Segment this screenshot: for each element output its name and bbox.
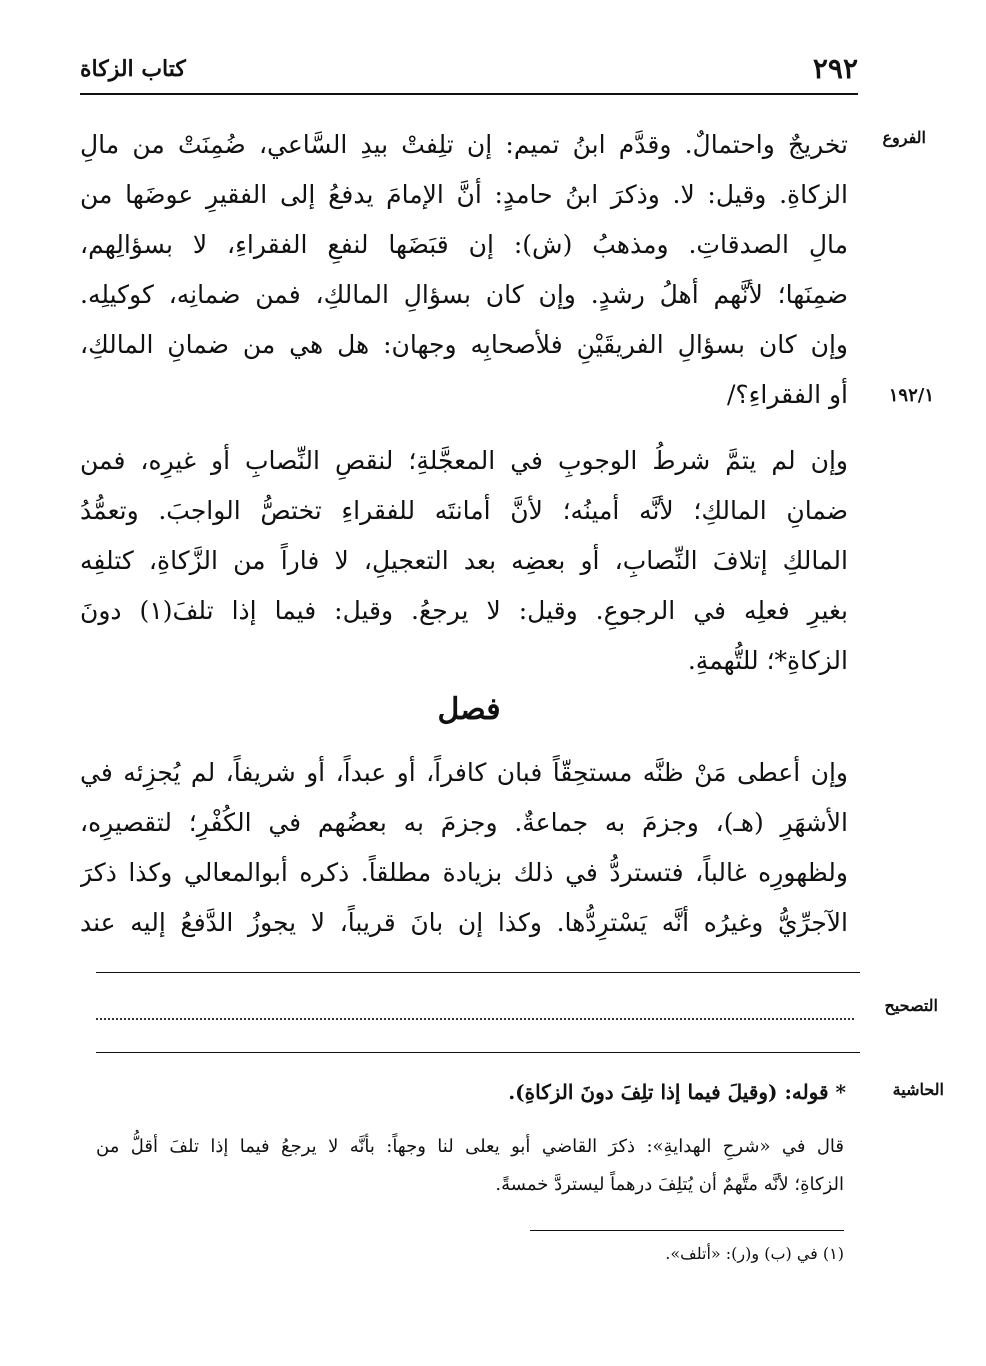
margin-label-tashih: التصحيح <box>884 996 938 1015</box>
text-line: الزكاةِ*؛ للتُّهمةِ. <box>687 646 848 675</box>
text-line: أو الفقراءِ؟/ <box>726 380 848 409</box>
hashiya-text <box>96 1128 844 1204</box>
text-line: تخريجٌ واحتمالٌ. وقدَّم ابنُ تميم: إن تلِفتْ بيدِ السَّاعي، ضُمِنَتْ من مالِ <box>80 130 848 159</box>
paragraph-furu-2 <box>80 436 848 686</box>
text-line: وإن كان بسؤالِ الفريقَيْنِ فلأصحابِه وجهان: هل هي من ضمانِ المالكِ، <box>80 330 848 359</box>
section-heading: فصل <box>437 692 501 727</box>
paragraph-fasl <box>80 748 848 948</box>
tashih-dotted-line <box>96 1018 854 1020</box>
text-line: وإن لم يتمَّ شرطُ الوجوبِ في المعجَّلةِ؛ لنقصِ النِّصابِ أو غيرِه، فمن <box>80 446 848 475</box>
tashih-bottom-rule <box>96 1052 860 1053</box>
paragraph-furu-1 <box>80 120 848 420</box>
footnote: (١) في (ب) و(ر): «أتلف». <box>665 1244 844 1263</box>
page-header <box>80 52 858 92</box>
tashih-top-rule <box>96 972 860 973</box>
hashiya-quote: * قوله: (وقيلَ فيما إذا تلِفَ دونَ الزكاةِ). <box>508 1080 846 1104</box>
text-line: وإن أعطى مَنْ ظنَّه مستحِقّاً فبان كافراً، أو عبداً، أو شريفاً، لم يُجزِئه في <box>80 758 848 787</box>
text-line: مالِ الصدقاتِ. ومذهبُ (ش): إن قبَضَها لنفعِ الفقراءِ، لا بسؤالِهم، <box>80 230 848 259</box>
margin-label-furu: الفروع <box>882 128 926 147</box>
margin-label-hashiya: الحاشية <box>892 1080 944 1099</box>
text-line: ضمِنَها؛ لأنَّهم أهلُ رشدٍ. وإن كان بسؤالِ المالكِ، فمن ضمانِه، كوكيلِه. <box>80 280 848 309</box>
footnote-rule <box>530 1230 844 1231</box>
text-line: الأشهَرِ (هـ)، وجزمَ به جماعةٌ. وجزمَ به بعضُهم في الكُفْرِ؛ لتقصيرِه، <box>80 808 848 837</box>
text-line: الزكاةِ. وقيل: لا. وذكرَ ابنُ حامدٍ: أنَّ الإمامَ يدفعُ إلى الفقيرِ عوضَها من <box>80 180 848 209</box>
text-line: بغيرِ فعلِه في الرجوعِ. وقيل: لا يرجعُ. وقيل: فيما إذا تلفَ(١) دونَ <box>80 596 848 625</box>
text-line: المالكِ إتلافَ النِّصابِ، أو بعضِه بعد التعجيلِ، لا فاراً من الزَّكاةِ، كتلفِه <box>80 546 848 575</box>
text-line: الآجرِّيُّ وغيرُه أنَّه يَسْترِدُّها. وكذا إن بانَ قريباً، لا يجوزُ الدَّفعُ إليه عند <box>80 908 848 937</box>
volume-page-reference: ١٩٢/١ <box>888 385 934 406</box>
text-line: ولظهورِه غالباً، فتستردُّ في ذلك بزيادة مطلقاً. ذكره أبوالمعالي وكذا ذكرَ <box>80 858 848 887</box>
header-rule <box>80 93 858 95</box>
hashiya-line: قال في «شرحِ الهدايةِ»: ذكرَ القاضي أبو يعلى لنا وجهاً: بأنَّه لا يرجعُ فيما إذا تلفَ أقلُّ من <box>96 1136 844 1157</box>
text-line: ضمانِ المالكِ؛ لأنَّه أمينُه؛ لأنَّ أمانتَه للفقراءِ تختصُّ الواجبَ. وتعمُّدُ <box>80 496 848 525</box>
page-number: ٢٩٢ <box>812 52 858 85</box>
hashiya-line: الزكاةِ؛ لأنَّه متَّهمٌ أن يُتلِفَ درهماً ليستردَّ خمسةً. <box>495 1174 844 1195</box>
running-title: كتاب الزكاة <box>80 56 186 82</box>
